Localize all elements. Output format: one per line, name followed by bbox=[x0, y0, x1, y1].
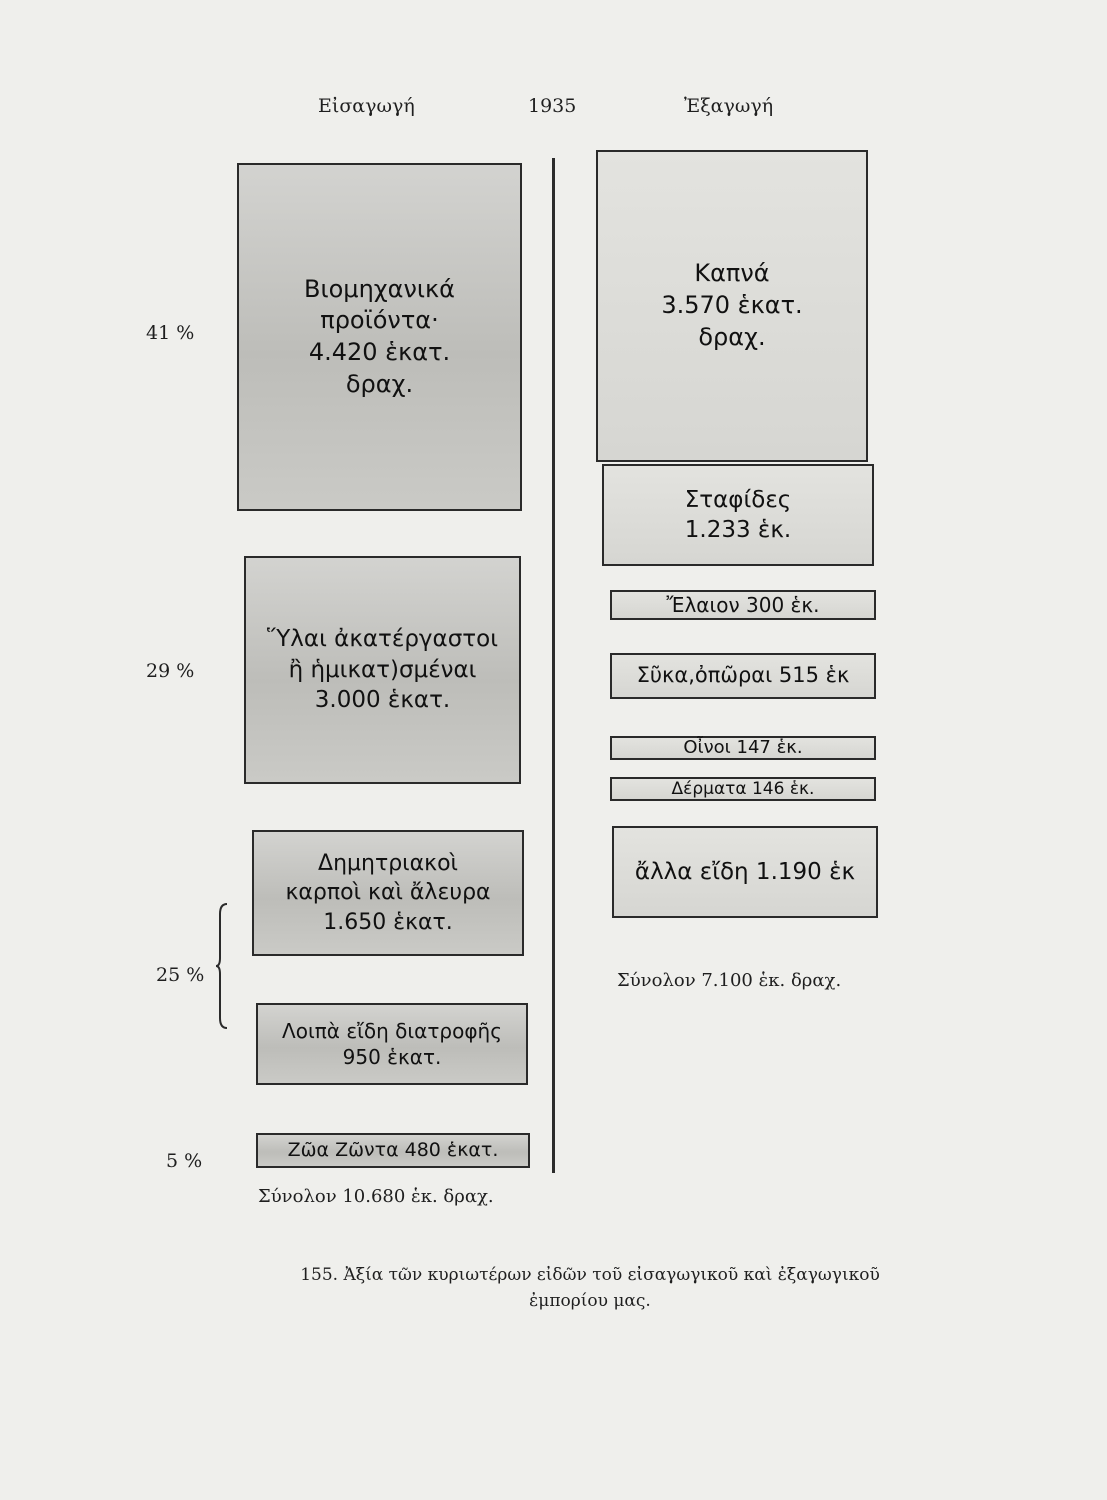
export-column-header: Ἐξαγωγή bbox=[684, 95, 774, 117]
import-bar-1 bbox=[244, 556, 521, 784]
import-bar-3 bbox=[256, 1003, 528, 1085]
export-bar-1 bbox=[602, 464, 874, 566]
percent-label-5: 5 % bbox=[166, 1150, 203, 1172]
export-bar-2-label-0: Ἔλαιον 300 ἑκ. bbox=[666, 592, 820, 617]
percent-label-29: 29 % bbox=[146, 660, 195, 682]
export-bar-0-label-1: 3.570 ἑκατ. bbox=[661, 291, 803, 320]
import-bar-3-label-0: Λοιπὰ εἴδη διατροφῆς bbox=[282, 1018, 502, 1043]
export-bar-5 bbox=[610, 777, 876, 801]
brace-25-percent bbox=[215, 902, 229, 1030]
figure-caption bbox=[240, 1262, 940, 1315]
export-total: Σύνολον 7.100 ἑκ. δραχ. bbox=[617, 970, 842, 991]
percent-label-25: 25 % bbox=[156, 964, 205, 986]
import-bar-1-label-1: ἢ ἡμικατ)σμέναι bbox=[288, 656, 477, 683]
export-bar-6-label-0: ἄλλα εἴδη 1.190 ἑκ bbox=[634, 858, 856, 885]
export-bar-0-label-0: Καπνά bbox=[694, 259, 770, 288]
caption-line-1: 155. Ἀξία τῶν κυριωτέρων εἰδῶν τοῦ εἰσαγωγικοῦ καὶ ἐξαγωγικοῦ bbox=[300, 1265, 880, 1285]
percent-label-41: 41 % bbox=[146, 322, 195, 344]
export-bar-3-label-0: Σῦκα,ὀπῶραι 515 ἑκ bbox=[636, 663, 850, 688]
import-bar-1-label-2: 3.000 ἑκατ. bbox=[314, 687, 451, 714]
export-bar-2 bbox=[610, 590, 876, 620]
import-bar-2-label-0: Δημητριακοὶ bbox=[318, 851, 458, 877]
export-bar-1-label-0: Σταφίδες bbox=[684, 486, 792, 513]
export-bar-0 bbox=[596, 150, 868, 462]
export-bar-4 bbox=[610, 736, 876, 760]
import-bar-0 bbox=[237, 163, 522, 511]
import-bar-2-label-2: 1.650 ἑκατ. bbox=[323, 909, 453, 935]
import-bar-4 bbox=[256, 1133, 530, 1168]
import-bar-2 bbox=[252, 830, 524, 956]
chart-year-title: 1935 bbox=[528, 95, 577, 117]
import-bar-1-label-0: Ὕλαι ἀκατέργαστοι bbox=[267, 626, 498, 653]
import-bar-3-label-1: 950 ἑκατ. bbox=[342, 1045, 442, 1069]
import-column-header: Εἰσαγωγή bbox=[318, 95, 415, 117]
export-bar-5-label-0: Δέρματα 146 ἑκ. bbox=[671, 778, 815, 799]
caption-line-2: ἐμπορίου μας. bbox=[529, 1291, 651, 1312]
export-bar-3 bbox=[610, 653, 876, 699]
import-bar-0-label-3: δραχ. bbox=[345, 369, 414, 398]
export-bar-4-label-0: Οἶνοι 147 ἑκ. bbox=[683, 737, 803, 759]
import-bar-0-label-1: προϊόντα· bbox=[320, 306, 439, 335]
import-total: Σύνολον 10.680 ἑκ. δραχ. bbox=[258, 1186, 494, 1207]
export-bar-6 bbox=[612, 826, 878, 918]
import-bar-2-label-1: καρποὶ καὶ ἄλευρα bbox=[285, 880, 491, 906]
export-bar-1-label-1: 1.233 ἑκ. bbox=[684, 517, 792, 543]
import-bar-0-label-2: 4.420 ἑκατ. bbox=[308, 338, 451, 366]
import-bar-4-label-0: Ζῶα Ζῶντα 480 ἑκατ. bbox=[287, 1138, 499, 1161]
import-bar-0-label-0: Βιομηχανικά bbox=[304, 274, 455, 303]
export-bar-0-label-2: δραχ. bbox=[698, 322, 766, 351]
center-divider-line bbox=[552, 158, 555, 1173]
